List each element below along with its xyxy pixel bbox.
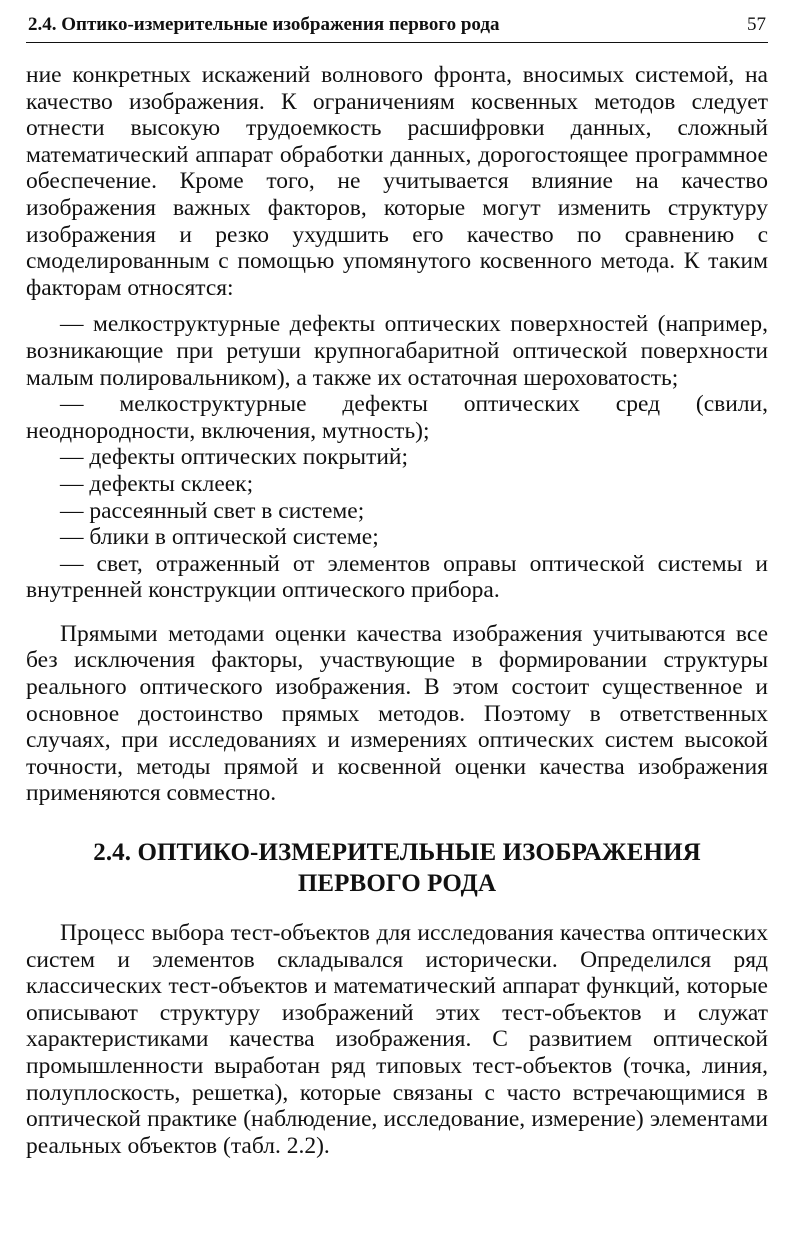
paragraph-direct-methods: Прямыми методами оценки качества изображения учитываются все без исключения факторы, участвующие в формировании структуры реального оптического изображения. В этом состоит существенное и основное достоинство прямых методов. Поэтому в ответственных случаях, при исследованиях и измерениях оптических систем высокой точности, методы прямой и косвенной оценки качества изображения применяются совместно. <box>26 620 768 807</box>
list-item: — рассеянный свет в системе; <box>60 497 365 524</box>
list-item: — дефекты склеек; <box>60 470 254 497</box>
list-item: — свет, отраженный от элементов оправы оптической системы и внутренней конструкции оптического прибора. <box>26 550 768 604</box>
list-item: — мелкоструктурные дефекты оптических сред (свили, неоднородности, включения, мутность); <box>26 391 768 444</box>
body-text <box>26 62 768 1159</box>
section-paragraph: Процесс выбора тест-объектов для исследования качества оптических систем и элементов складывался исторически. Определился ряд классических тест-объектов и математический аппарат функций, которые описывают структуру изображений этих тест-объектов и служат характеристиками качества изображения. С развитием оптической промышленности выработан ряд типовых тест-объектов (точка, линия, полуплоскость, решетка), которые связаны с часто встречающимися в оптической практике (наблюдение, исследование, измерение) элементами реальных объектов (табл. 2.2). <box>26 920 768 1159</box>
paragraph-continuation: ние конкретных искажений волнового фронта, вносимых системой, на качество изображения. К ограничениям косвенных методов следует отнести высокую трудоемкость расшифровки данных, сложный математический аппарат обработки данных, дорогостоящее программное обеспечение. Кроме того, не учитывается влияние на качество изображения важных факторов, которые могут изменить структуру изображения и резко ухудшить его качество по сравнению с смоделированным с помощью упомянутого косвенного метода. К таким факторам относятся: <box>26 62 768 301</box>
list-item: — мелкоструктурные дефекты оптических поверхностей (например, возникающие при ретуши крупногабаритной оптической поверхности малым полировальником), а также их остаточная шероховатость; <box>26 311 768 391</box>
page-number: 57 <box>747 14 766 35</box>
section-heading-line-1: 2.4. ОПТИКО-ИЗМЕРИТЕЛЬНЫЕ ИЗОБРАЖЕНИЯ <box>93 839 701 867</box>
list-item: — блики в оптической системе; <box>60 524 379 551</box>
section-heading-line-2: ПЕРВОГО РОДА <box>297 870 497 898</box>
list-item: — дефекты оптических покрытий; <box>60 444 409 471</box>
running-head <box>26 14 768 43</box>
section-heading <box>26 837 768 899</box>
running-head-title: 2.4. Оптико-измерительные изображения первого рода <box>28 14 500 35</box>
